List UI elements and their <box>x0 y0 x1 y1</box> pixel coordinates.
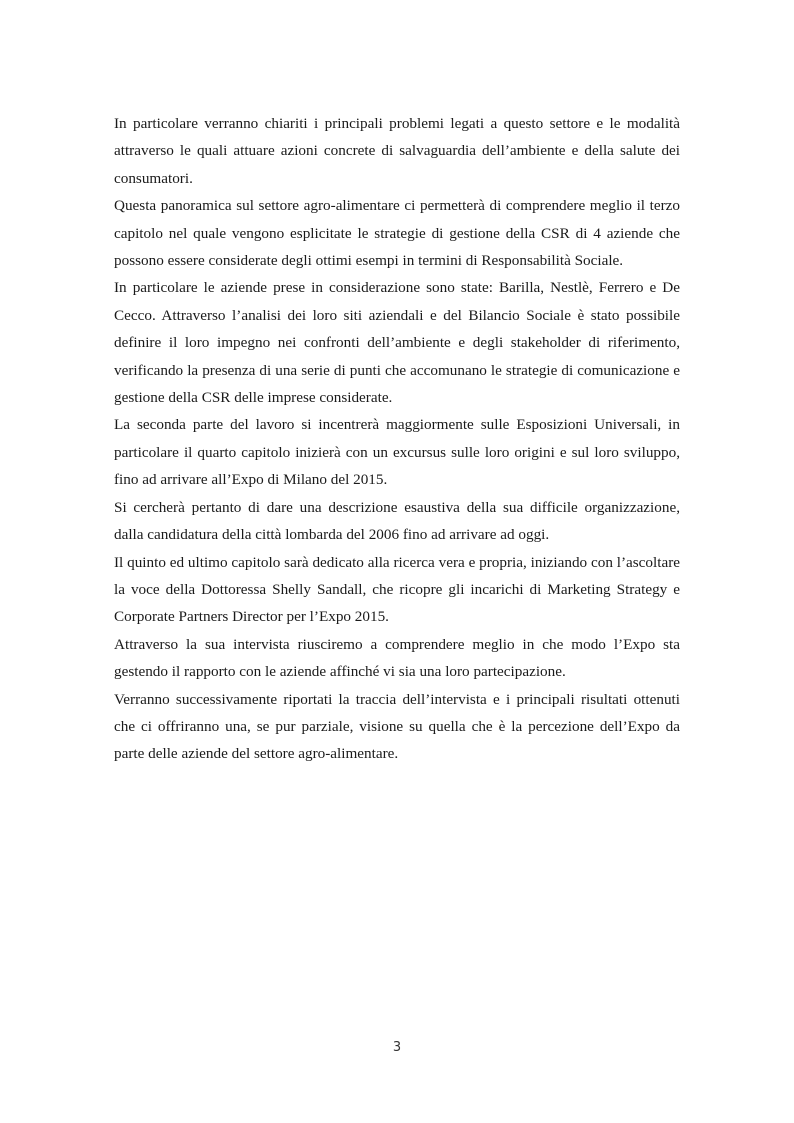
page-body <box>114 110 680 768</box>
paragraph: Questa panoramica sul settore agro-alimentare ci permetterà di comprendere meglio il terzo capitolo nel quale vengono esplicitate le strategie di gestione della CSR di 4 aziende che possono essere considerate degli ottimi esempi in termini di Responsabilità Sociale. <box>114 197 680 270</box>
paragraph: In particolare le aziende prese in considerazione sono state: Barilla, Nestlè, Ferrero e De Cecco. Attraverso l’analisi dei loro siti aziendali e del Bilancio Sociale è stato possibile definire il loro impegno nei confronti dell’ambiente e degli stakeholder di riferimento, verificando la presenza di una serie di punti che accomunano le strategie di comunicazione e gestione della CSR delle imprese considerate. <box>114 279 680 407</box>
page-number: 3 <box>392 1040 402 1055</box>
paragraph: Attraverso la sua intervista riusciremo a comprendere meglio in che modo l’Expo sta gestendo il rapporto con le aziende affinché vi sia una loro partecipazione. <box>114 635 680 681</box>
paragraph: Verranno successivamente riportati la traccia dell’intervista e i principali risultati ottenuti che ci offriranno una, se pur parziale, visione su quella che è la percezione dell’Expo da parte delle aziende del settore agro-alimentare. <box>114 690 680 763</box>
paragraph: Il quinto ed ultimo capitolo sarà dedicato alla ricerca vera e propria, iniziando con l’ascoltare la voce della Dottoressa Shelly Sandall, che ricopre gli incarichi di Marketing Strategy e Corporate Partners Director per l’Expo 2015. <box>114 553 680 626</box>
paragraph: In particolare verranno chiariti i principali problemi legati a questo settore e le modalità attraverso le quali attuare azioni concrete di salvaguardia dell’ambiente e della salute dei consumatori. <box>114 115 680 187</box>
paragraph: La seconda parte del lavoro si incentrerà maggiormente sulle Esposizioni Universali, in particolare il quarto capitolo inizierà con un excursus sulle loro origini e sul loro sviluppo, fino ad arrivare all’Expo di Milano del 2015. <box>114 416 680 489</box>
paragraph: Si cercherà pertanto di dare una descrizione esaustiva della sua difficile organizzazione, dalla candidatura della città lombarda del 2006 fino ad arrivare ad oggi. <box>114 498 680 544</box>
